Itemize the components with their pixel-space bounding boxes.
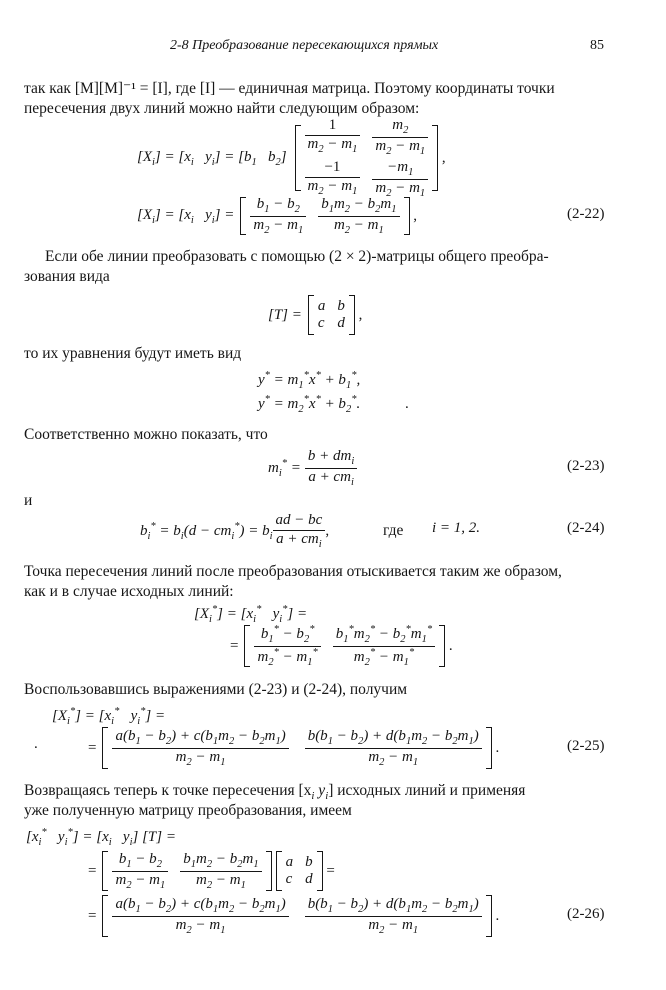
equation-number-2-24: (2-24) — [567, 520, 605, 536]
equation-number-2-26: (2-26) — [567, 906, 605, 922]
equation-number-2-25: (2-25) — [567, 738, 605, 754]
paragraph-8-sub-a: i — [311, 790, 315, 803]
equation-line-2: $y^* = m_2^*x^* + b_2^*$. — [258, 394, 361, 415]
page-number: 85 — [590, 38, 604, 53]
paragraph-6-line-1: Точка пересечения линий после преобразования отыскивается таким же образом, — [24, 563, 562, 580]
paragraph-2-line-1: Если обе линии преобразовать с помощью (2 × 2)-матрицы общего преобра- — [45, 248, 549, 265]
equation-2-22: $[X_i] = [x_i$ $y_i$] = $\frac{b_1 - b_2}{m_2 - m_1}$ $\frac{b_1m_2 - b_2m_1}{m_2 - m_1}$ , — [137, 196, 417, 236]
equation-2-26-lhs: [$x_i^*$ $y_i^*] = [x_i$ $y_i$] [T] = — [26, 827, 176, 848]
paragraph-8-text-b: y — [314, 782, 326, 799]
where-word: где — [383, 522, 404, 539]
equation-number-2-23: (2-23) — [567, 458, 605, 474]
paragraph-7: Воспользовавшись выражениями (2-23) и (2-24), получим — [24, 681, 408, 698]
paragraph-4: Соответственно можно показать, что — [24, 426, 268, 443]
equation-2-25-rhs: = $\frac{a(b_1 - b_2) + c(b_1m_2 - b_2m_1)}{m_2 - m_1}$ $\frac{b(b_1 - b_2) + d(b_1m_2 - b_2m_1)}{m_2 - m_1}$ . — [88, 728, 500, 768]
running-header — [170, 38, 438, 54]
equation-intersection-matrix: $[X_i] = [x_i$ $y_i] = [b_1$ $b_2$] $\frac{1}{m_2 - m_1}$ $\frac{m_2}{m_2 - m_1}$ $\frac{-1}{m_2 - m_1}$ $\frac{-m_1}{m_2 - m_1}$ , — [137, 117, 446, 199]
equation-transform-matrix: [T] = a b c d , — [268, 294, 362, 336]
equation-2-23: $m_i^*$ = $\frac{b + dm_i}{a + cm_i}$ — [268, 448, 357, 488]
paragraph-8-line-2: уже полученную матрицу преобразования, имеем — [24, 802, 352, 819]
equation-line-1: $y^* = m_1^*x^* + b_1^*$, — [258, 370, 361, 391]
paragraph-5: и — [24, 492, 33, 509]
paragraph-8-text-c: ] исходных линий и применяя — [328, 782, 526, 799]
chapter-title: 2-8 Преобразование пересекающихся прямых — [170, 38, 439, 53]
paragraph-3: то их уравнения будут иметь вид — [24, 345, 242, 362]
index-range: i = 1, 2. — [432, 520, 481, 536]
equation-number-2-22: (2-22) — [567, 206, 605, 222]
paragraph-1-line-1: так как [M][M]⁻¹ = [I], где [I] — единичная матрица. Поэтому координаты точки — [24, 80, 555, 97]
equation-2-25-lhs: $[X_i^*] = [x_i^*$ $y_i^*$] = — [52, 706, 166, 727]
paragraph-8-sub-b: i — [325, 790, 329, 803]
equation-transformed-lhs: $[X_i^*] = [x_i^*$ $y_i^*$] = — [194, 604, 308, 625]
equation-2-26-line-2: = $\frac{b_1 - b_2}{m_2 - m_1}$ $\frac{b_1m_2 - b_2m_1}{m_2 - m_1}$ a b c d = — [88, 851, 335, 891]
stray-dot: . — [34, 736, 38, 752]
equation-2-26-line-3: = $\frac{a(b_1 - b_2) + c(b_1m_2 - b_2m_1)}{m_2 - m_1}$ $\frac{b(b_1 - b_2) + d(b_1m_2 - b_2m_1)}{m_2 - m_1}$ . — [88, 896, 500, 936]
paragraph-6-line-2: как и в случае исходных линий: — [24, 583, 234, 600]
paragraph-1-line-2: пересечения двух линий можно найти следующим образом: — [24, 100, 420, 117]
paragraph-8-text-a: Возвращаясь теперь к точке пересечения [x — [24, 782, 312, 799]
equation-transformed-rhs: = $\frac{b_1^* - b_2^*}{m_2^* - m_1^*}$ $\frac{b_1^*m_2^* - b_2^*m_1^*}{m_2^* - m_1^*}$ . — [230, 624, 453, 668]
dot-mark: . — [405, 396, 409, 412]
paragraph-2-line-2: зования вида — [24, 268, 110, 285]
equation-2-24: $b_i^* = b_i(d - cm_i^*) = b_i$ $\frac{ad - bc}{a + cm_i}$ , — [140, 512, 330, 550]
